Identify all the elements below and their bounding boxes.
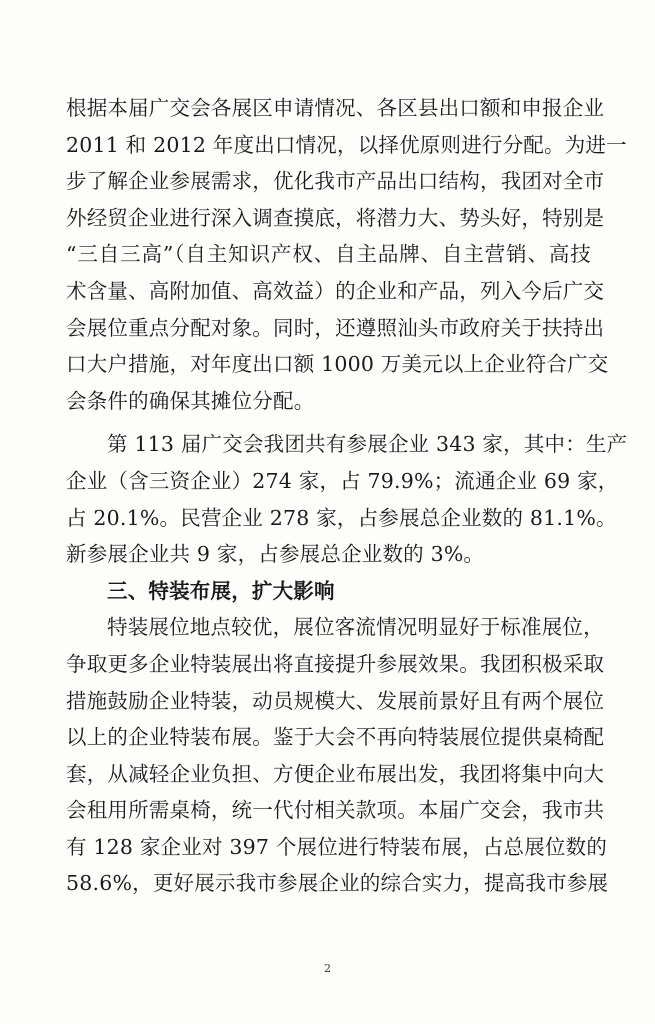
text-line: 术含量、高附加值、高效益）的企业和产品，列入今后广交 xyxy=(66,278,605,303)
text-line: 根据本届广交会各展区申请情况、各区县出口额和申报企业 xyxy=(66,96,605,120)
text-line: 争取更多企业特装展出将直接提升参展效果。我团积极采取 xyxy=(66,651,605,676)
section-heading: 三、特装布展，扩大影响 xyxy=(107,578,335,603)
text-line: 步了解企业参展需求，优化我市产品出口结构，我团对全市 xyxy=(66,169,605,194)
paragraph-allocation xyxy=(66,90,627,419)
text-line: 会展位重点分配对象。同时，还遵照汕头市政府关于扶持出 xyxy=(66,315,605,340)
text-line: 以上的企业特装布展。鉴于大会不再向特装展位提供桌椅配 xyxy=(66,725,605,750)
text-line: 外经贸企业进行深入调查摸底，将潜力大、势头好，特别是 xyxy=(66,205,605,230)
text-line: “三自三高”（自主知识产权、自主品牌、自主营销、高技 xyxy=(66,242,591,267)
text-line: 会条件的确保其摊位分配。 xyxy=(66,388,315,413)
text-line: 第 113 届广交会我团共有参展企业 343 家，其中：生产 xyxy=(107,432,628,457)
document-body xyxy=(66,90,628,902)
text-line: 新参展企业共 9 家，占参展总企业数的 3%。 xyxy=(66,542,485,567)
text-line: 占 20.1%。民营企业 278 家，占参展总企业数的 81.1%。 xyxy=(66,505,617,530)
page-number: 2 xyxy=(324,962,331,975)
text-line: 特装展位地点较优，展位客流情况明显好于标准展位， xyxy=(107,615,604,640)
paragraph-statistics xyxy=(66,426,628,572)
text-line: 会租用所需桌椅，统一代付相关款项。本届广交会，我市共 xyxy=(66,798,605,823)
text-line: 措施鼓励企业特装，动员规模大、发展前景好且有两个展位 xyxy=(66,688,605,713)
text-line: 口大户措施，对年度出口额 1000 万美元以上企业符合广交 xyxy=(66,352,609,377)
text-line: 有 128 家企业对 397 个展位进行特装布展，占总展位数的 xyxy=(66,834,608,859)
text-line: 58.6%，更好展示我市参展企业的综合实力，提高我市参展 xyxy=(66,871,609,896)
text-line: 套，从减轻企业负担、方便企业布展出发，我团将集中向大 xyxy=(66,761,605,786)
paragraph-spacer xyxy=(66,419,591,426)
text-line: 2011 和 2012 年度出口情况，以择优原则进行分配。为进一 xyxy=(66,132,627,157)
text-line: 企业（含三资企业）274 家，占 79.9%；流通企业 69 家， xyxy=(66,468,619,493)
paragraph-special-booths xyxy=(66,609,609,902)
